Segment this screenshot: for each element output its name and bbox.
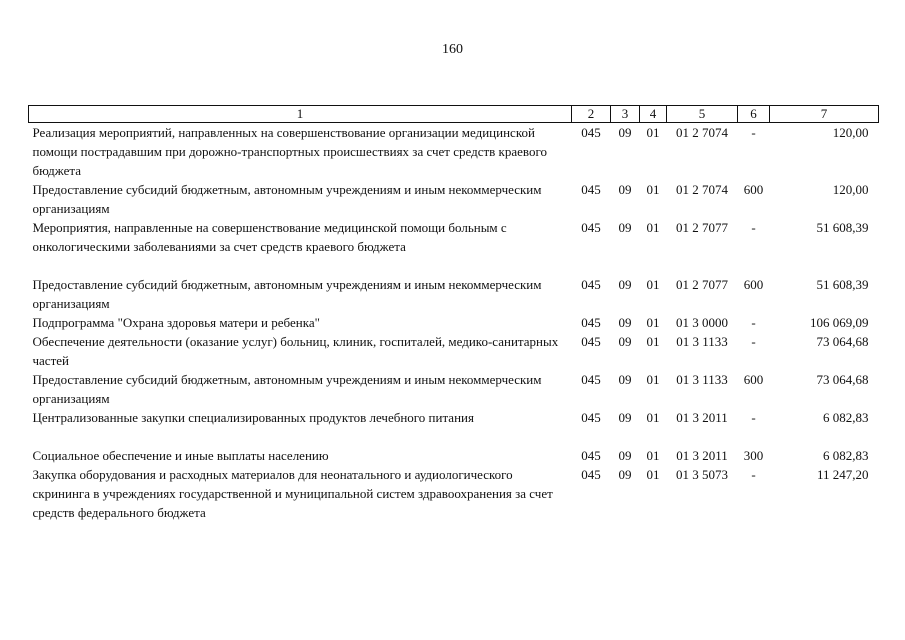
cell-target-article: 01 3 0000 (676, 315, 728, 330)
row-description: Мероприятия, направленные на совершенствование медицинской помощи больным с онкологическими заболеваниями за счет средств краевого бюджета (32, 220, 507, 254)
cell-ministry: 045 (581, 467, 601, 482)
cell-subsection: 01 (646, 410, 660, 425)
spacer-row (29, 256, 879, 275)
cell-section: 09 (618, 277, 632, 292)
cell-amount: 51 608,39 (816, 220, 869, 235)
row-description: Подпрограмма "Охрана здоровья матери и ребенка" (32, 315, 320, 330)
cell-amount: 6 082,83 (823, 448, 869, 463)
row-description: Предоставление субсидий бюджетным, автономным учреждениям и иным некоммерческим организациям (32, 182, 542, 216)
row-description: Предоставление субсидий бюджетным, автономным учреждениям и иным некоммерческим организациям (32, 372, 542, 406)
row-description: Социальное обеспечение и иные выплаты населению (32, 448, 329, 463)
cell-ministry: 045 (581, 220, 601, 235)
cell-target-article: 01 3 1133 (676, 372, 728, 387)
cell-expense-type: - (751, 125, 756, 140)
cell-amount: 73 064,68 (816, 334, 869, 349)
cell-subsection: 01 (646, 182, 660, 197)
cell-subsection: 01 (646, 315, 660, 330)
row-description: Реализация мероприятий, направленных на совершенствование организации медицинской помощи пострадавшим при дорожно-транспортных происшествиях за счет средств краевого бюджета (32, 125, 547, 178)
cell-expense-type: - (751, 467, 756, 482)
spacer-row (29, 427, 879, 446)
column-header: 3 (611, 106, 640, 123)
cell-target-article: 01 2 7074 (676, 125, 728, 140)
column-header: 7 (770, 106, 879, 123)
cell-ministry: 045 (581, 448, 601, 463)
row-description: Обеспечение деятельности (оказание услуг) больниц, клиник, госпиталей, медико-санитарных частей (32, 334, 559, 368)
table-row (29, 370, 879, 408)
cell-ministry: 045 (581, 277, 601, 292)
cell-expense-type: - (751, 220, 756, 235)
cell-ministry: 045 (581, 334, 601, 349)
cell-ministry: 045 (581, 315, 601, 330)
cell-ministry: 045 (581, 410, 601, 425)
cell-subsection: 01 (646, 467, 660, 482)
cell-ministry: 045 (581, 182, 601, 197)
table-row (29, 180, 879, 218)
cell-subsection: 01 (646, 277, 660, 292)
cell-amount: 120,00 (832, 125, 869, 140)
cell-amount: 120,00 (832, 182, 869, 197)
cell-subsection: 01 (646, 448, 660, 463)
cell-expense-type: 600 (743, 277, 764, 292)
budget-table (28, 105, 879, 522)
cell-expense-type: 300 (743, 448, 764, 463)
cell-amount: 6 082,83 (823, 410, 869, 425)
cell-subsection: 01 (646, 372, 660, 387)
cell-target-article: 01 2 7074 (676, 182, 728, 197)
cell-target-article: 01 2 7077 (676, 277, 728, 292)
table-row (29, 123, 879, 181)
table-row (29, 446, 879, 465)
cell-section: 09 (618, 125, 632, 140)
row-description: Предоставление субсидий бюджетным, автономным учреждениям и иным некоммерческим организациям (32, 277, 542, 311)
cell-expense-type: - (751, 315, 756, 330)
cell-target-article: 01 3 1133 (676, 334, 728, 349)
cell-expense-type: 600 (743, 182, 764, 197)
table-row (29, 313, 879, 332)
cell-amount: 73 064,68 (816, 372, 869, 387)
cell-section: 09 (618, 448, 632, 463)
column-header: 5 (667, 106, 738, 123)
table-row (29, 408, 879, 427)
cell-target-article: 01 3 2011 (676, 448, 728, 463)
cell-subsection: 01 (646, 125, 660, 140)
cell-expense-type: 600 (743, 372, 764, 387)
cell-section: 09 (618, 467, 632, 482)
cell-target-article: 01 3 5073 (676, 467, 728, 482)
cell-expense-type: - (751, 410, 756, 425)
cell-ministry: 045 (581, 125, 601, 140)
cell-amount: 106 069,09 (810, 315, 869, 330)
header-row (29, 106, 879, 123)
cell-section: 09 (618, 182, 632, 197)
table-row (29, 218, 879, 256)
row-description: Закупка оборудования и расходных материалов для неонатального и аудиологического скрининга в учреждениях государственной и муниципальной систем здравоохранения за счет средств федерального бюджета (32, 467, 553, 520)
cell-amount: 11 247,20 (816, 467, 869, 482)
cell-subsection: 01 (646, 220, 660, 235)
cell-section: 09 (618, 220, 632, 235)
row-description: Централизованные закупки специализированных продуктов лечебного питания (32, 410, 474, 425)
table-row (29, 332, 879, 370)
cell-ministry: 045 (581, 372, 601, 387)
cell-section: 09 (618, 372, 632, 387)
table-row (29, 275, 879, 313)
table-row (29, 465, 879, 522)
cell-target-article: 01 3 2011 (676, 410, 728, 425)
column-header: 6 (738, 106, 770, 123)
cell-section: 09 (618, 315, 632, 330)
page-number: 160 (442, 42, 463, 57)
cell-subsection: 01 (646, 334, 660, 349)
cell-section: 09 (618, 410, 632, 425)
cell-amount: 51 608,39 (816, 277, 869, 292)
column-header: 1 (29, 106, 572, 123)
cell-section: 09 (618, 334, 632, 349)
column-header: 4 (640, 106, 667, 123)
cell-target-article: 01 2 7077 (676, 220, 728, 235)
cell-expense-type: - (751, 334, 756, 349)
column-header: 2 (572, 106, 611, 123)
